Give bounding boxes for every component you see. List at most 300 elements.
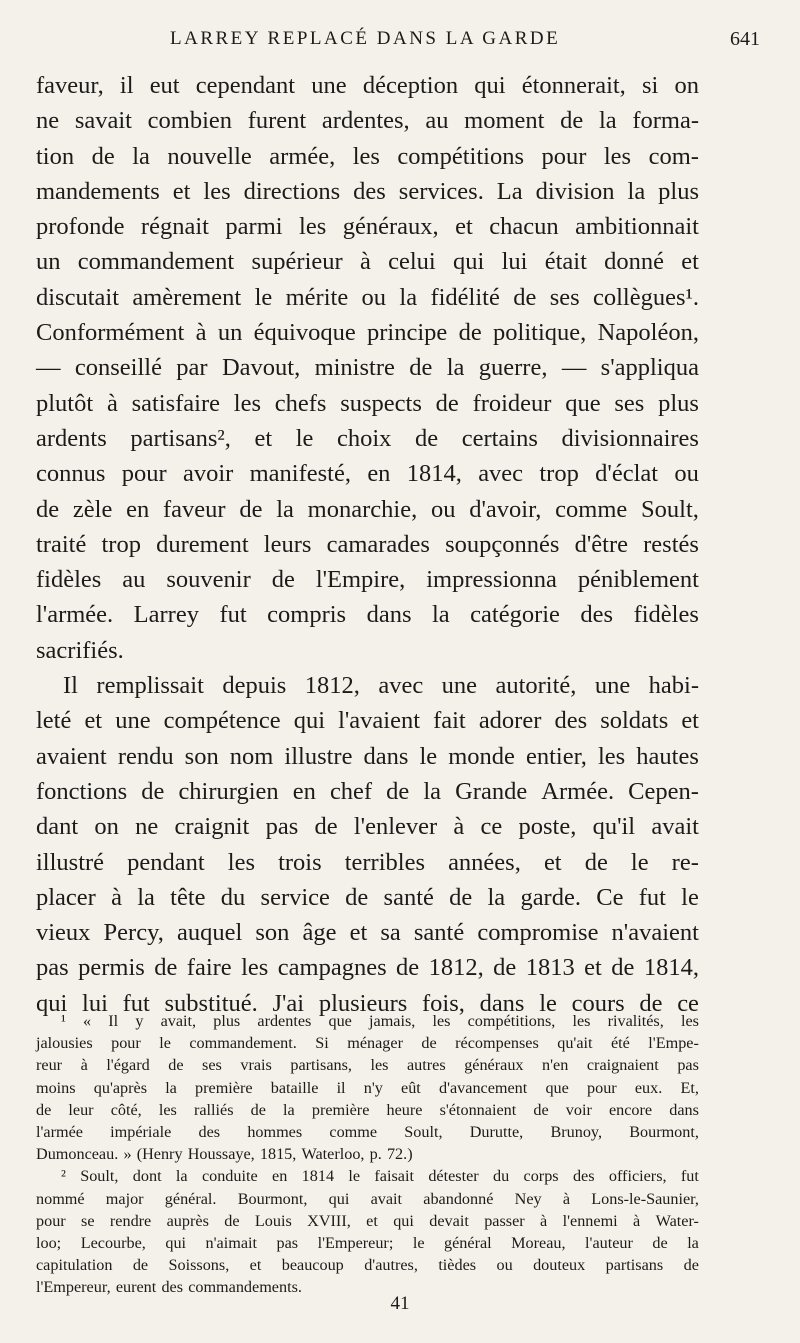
word: guerre, [478,354,548,382]
word: partisans², [130,424,231,452]
word: ² [61,1167,66,1186]
word: auprès [166,1211,209,1230]
word: conduite [201,1167,258,1186]
word: entier, [526,742,587,770]
word: qui [393,1211,414,1230]
word: compris [267,601,347,629]
word: se [81,1211,95,1230]
word: tête [170,883,206,911]
word: Houssaye, [187,1145,255,1164]
word: Cepen- [628,777,699,805]
word: Conformément [36,319,185,347]
word: lui [501,248,528,276]
word: collègues¹. [593,283,699,311]
word: Ce [596,883,624,911]
page-header [40,28,760,58]
word: dans [669,1100,699,1119]
word: que [545,1078,569,1097]
word: nommé [36,1189,85,1208]
word: avec [378,672,424,700]
text-line [36,139,699,174]
word: de [458,319,482,347]
word: illustré [36,848,105,876]
word: — [561,354,587,382]
text-line [36,633,699,668]
word: à [359,248,371,276]
word: première [195,1078,253,1097]
word: pour [587,1078,617,1097]
word: permis [78,954,145,982]
word: en [272,1167,288,1186]
page-number: 641 [730,28,760,50]
word: de [421,1034,437,1053]
word: leur [68,1100,94,1119]
word: vrais [240,1056,272,1075]
word: bataille [270,1078,319,1097]
word: n'aimait [205,1233,258,1252]
word: les [680,1012,699,1030]
word: l'égard [106,1056,150,1075]
word: Bourmont, [629,1122,699,1141]
word: suspects [340,389,422,417]
word: auquel [176,919,243,947]
text-line [36,950,699,985]
word: Water- [655,1211,699,1230]
word: l'Empereur; [317,1233,394,1252]
word: la [165,1078,177,1097]
word: ses [549,283,580,311]
word: Ney [514,1189,542,1208]
word: des [554,707,588,735]
word: froideur [472,389,552,417]
running-title: LARREY REPLACÉ DANS LA GARDE [170,28,561,49]
word: à [195,319,207,347]
word: il [119,72,134,99]
word: faire [186,954,232,982]
word: chacun [489,213,559,241]
word: division [535,177,615,205]
word: côté, [110,1100,142,1119]
text-line [36,774,699,809]
footnote-line [36,1165,699,1187]
word: on [674,72,699,99]
word: du [493,1167,510,1186]
word: dans [366,601,412,629]
word: pendant [127,848,205,876]
word: de [415,424,439,452]
word: moment [464,107,545,135]
word: fidèles [36,566,102,594]
word: avec [478,460,524,488]
word: 1814, [643,954,699,982]
word: de [132,1256,149,1275]
word: la [487,883,506,911]
word: de [250,1100,266,1119]
word: du [220,883,246,911]
word: et [455,213,473,241]
word: faisait [374,1167,414,1186]
footnote-line [36,1210,699,1232]
word: dans [479,989,525,1017]
word: tièdes [438,1256,477,1275]
word: et [681,248,699,276]
word: l'armée. [36,601,114,629]
word: de [533,1100,549,1119]
word: de [513,283,537,311]
word: « [83,1012,92,1030]
word: corps [523,1167,559,1186]
text-line [36,739,699,774]
word: d'éclat [595,460,659,488]
word: la [175,1167,188,1186]
word: plus [213,1012,241,1030]
word: les [352,142,380,170]
word: fut [219,601,247,629]
word: de [154,954,178,982]
word: XVIII, [307,1211,351,1230]
word: la [598,107,617,135]
word: au [122,566,146,594]
word: qui [328,1189,350,1208]
word: l'auteur [585,1233,633,1252]
word: tion [36,142,75,170]
word: Lecourbe, [80,1233,146,1252]
word: fait [433,707,466,735]
word: l'enlever [353,813,438,841]
word: années, [448,848,521,876]
word: dans [363,742,409,770]
word: combien [147,107,233,135]
word: 72.) [386,1145,413,1164]
word: furent [247,107,307,135]
word: les [299,213,327,241]
word: chefs [274,389,327,417]
word: 1814 [301,1167,335,1186]
word: substitué. [164,989,258,1017]
word: des [198,1122,221,1141]
word: par [176,354,208,382]
word: été [610,1034,630,1053]
footnote-line [36,1254,699,1276]
footnote-line [36,1054,699,1076]
word: plus [658,389,699,417]
word: ministre [314,354,395,382]
word: santé [413,919,465,947]
word: Davout, [221,354,301,382]
word: et [254,424,273,452]
word: encore [608,1100,653,1119]
word: durement [156,530,249,558]
word: compromise [477,919,599,947]
text-line [36,845,699,880]
word: catégorie [470,601,560,629]
word: la [137,883,155,911]
word: de [36,1100,52,1119]
word: plutôt [36,389,94,417]
word: âge [302,919,337,947]
word: avaient [36,742,107,770]
word: de [271,566,295,594]
word: garde. [520,883,581,911]
word: et [681,707,699,735]
text-line [36,174,699,209]
word: cours [571,989,625,1017]
word: comme [555,495,628,523]
word: amèrement [132,283,242,311]
word: abandonné [423,1189,494,1208]
word: régnait [140,213,209,241]
word: leté [36,707,72,735]
word: l'avaient [338,707,421,735]
word: le [539,989,557,1017]
word: la [283,1100,295,1119]
footnote-line [36,1077,699,1099]
word: au [425,107,449,135]
word: la [132,142,150,170]
word: passer [484,1211,525,1230]
word: traité [36,530,87,558]
word: étonnerait, [521,72,626,99]
word: avait [370,1189,403,1208]
word: les [203,177,231,205]
word: voir [565,1100,592,1119]
footnote-line [36,1188,699,1210]
word: mandements [36,177,160,205]
word: major [105,1189,144,1208]
word: de [560,107,584,135]
word: de [652,1233,668,1252]
word: qui [293,707,325,735]
word: ¹ [61,1012,66,1030]
word: de [493,954,517,982]
word: ardents [36,424,107,452]
word: jamais, [369,1012,416,1030]
word: des [580,601,614,629]
word: depuis [222,672,287,700]
word: à [80,1056,88,1075]
word: douteux [533,1256,586,1275]
word: généraux [464,1056,524,1075]
word: fidélité [430,283,500,311]
word: ou [430,495,456,523]
word: de [611,954,635,982]
word: satisfaire [131,389,221,417]
word: à [633,1211,641,1230]
word: de [141,777,165,805]
word: rendu [117,742,174,770]
text-line [36,668,699,703]
word: général [444,1233,492,1252]
word: une [115,707,151,735]
word: qui [165,1233,187,1252]
word: la [399,283,418,311]
word: discutait [36,283,120,311]
word: chirurgien [178,777,279,805]
text-line [36,809,699,844]
word: de [435,389,459,417]
word: qu'après [93,1078,148,1097]
word: n'y [363,1078,383,1097]
word: une [594,672,631,700]
word: certains [461,424,538,452]
word: de [449,883,473,911]
word: le [419,742,438,770]
word: si [641,72,659,99]
text-line [36,209,699,244]
word: camarades [326,530,430,558]
word: pas [276,1233,299,1252]
word: et [584,954,602,982]
word: Soissons, [168,1256,230,1275]
word: la [627,177,646,205]
word: 1812, [304,672,360,700]
word: vieux [36,919,91,947]
text-line [36,597,699,632]
word: la [431,601,450,629]
word: de [386,777,410,805]
word: pour [36,1211,66,1230]
word: trop [539,460,579,488]
word: péniblement [577,566,699,594]
word: autres [407,1056,446,1075]
text-line [36,386,699,421]
signature-mark: 41 [390,1293,410,1314]
word: ménager [347,1034,403,1053]
word: sa [380,919,401,947]
word: faveur, [36,72,104,99]
word: les [233,389,261,417]
word: les [572,1012,591,1030]
word: son [255,919,290,947]
word: de [409,354,433,382]
text-line [36,421,699,456]
text-line [36,103,699,138]
word: le [681,883,699,911]
word: partisans [605,1256,664,1275]
main-text [36,68,699,1021]
word: s'appliqua [600,354,699,382]
word: généraux, [342,213,439,241]
word: commandement [77,248,235,276]
word: reur [36,1056,63,1075]
word: 1812, [428,954,484,982]
word: adorer [478,707,542,735]
word: dant [36,813,79,841]
word: pour [541,142,587,170]
word: ne [135,813,159,841]
word: l'Empereur, [36,1278,111,1297]
word: de [345,883,369,911]
word: le [159,1034,171,1053]
word: le [412,1233,425,1252]
word: et [349,919,368,947]
word: détester [428,1167,479,1186]
word: rendre [109,1211,152,1230]
word: Moreau, [511,1233,566,1252]
word: re- [671,848,699,876]
word: mérite [285,283,349,311]
word: Soult, [80,1167,119,1186]
footnote-line [36,1010,699,1032]
word: Grande [455,777,528,805]
word: lui [82,989,108,1017]
word: de [239,495,263,523]
word: en [367,460,391,488]
word: ardentes [257,1012,312,1030]
word: ou [674,460,699,488]
word: — [36,354,61,382]
word: n'en [542,1056,569,1075]
word: 1815, [259,1145,297,1164]
word: Il [108,1012,119,1030]
word: des [353,177,386,205]
word: savait [74,107,132,135]
word: l'Empe- [648,1034,699,1053]
text-line [36,244,699,279]
word: souvenir [166,566,251,594]
word: de [396,954,420,982]
word: une [311,72,347,99]
word: de [91,142,115,170]
word: Et, [680,1078,699,1097]
word: soupçonnés [445,530,560,558]
word: à [453,813,465,841]
word: manifesté, [249,460,351,488]
word: et [366,1211,378,1230]
word: ne [36,107,60,135]
word: la [687,1233,699,1252]
word: qu'il [592,813,636,841]
word: pas [36,954,69,982]
word: principe [367,319,448,347]
word: 1814, [406,460,462,488]
word: Armée. [541,777,615,805]
word: Waterloo, [301,1145,365,1164]
word: à [106,389,118,417]
word: (Henry [136,1145,183,1164]
word: poste, [518,813,577,841]
word: fut [122,989,150,1017]
word: fois, [421,989,465,1017]
word: conseillé [74,354,162,382]
word: ou [361,283,387,311]
word: pas [677,1056,699,1075]
word: l'armée [36,1122,83,1141]
word: Il [63,672,78,700]
word: première [311,1100,370,1119]
word: récompenses [455,1034,539,1053]
word: eux. [634,1078,663,1097]
word: d'être [574,530,628,558]
word: les [241,954,269,982]
word: partisans, [290,1056,352,1075]
word: sacrifiés. [36,636,124,664]
word: s'étonnaient [439,1100,517,1119]
word: autorité, [495,672,577,700]
word: terribles [344,848,425,876]
word: ce [677,989,699,1017]
word: un [217,319,243,347]
word: y [135,1012,144,1030]
word: p. [369,1145,382,1164]
word: les [603,142,632,170]
word: illustre [284,742,353,770]
word: 1813 [525,954,575,982]
word: armée, [269,142,336,170]
word: forma- [632,107,699,135]
word: monde [448,742,515,770]
word: d'autres, [364,1256,418,1275]
